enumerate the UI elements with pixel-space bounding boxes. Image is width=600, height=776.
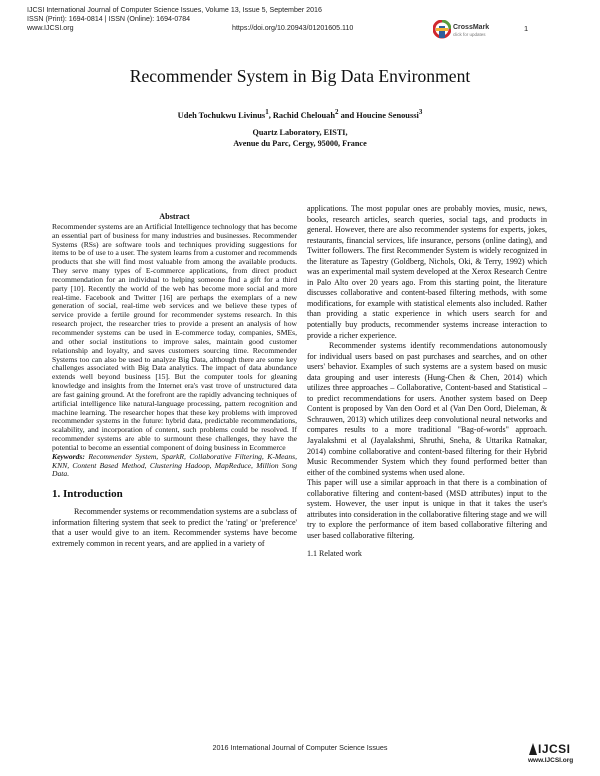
author-2: Rachid Chelouah (272, 110, 336, 120)
right-paragraph-1: applications. The most popular ones are probably movies, music, news, books, research articles, search queries, social tags, and products in general. However, there are also recommender systems for experts, jokes, restaurants, financial services, life insurance, persons (online dating), and Twitter followers. The first Recommender System is widely recognized in the literature as Tapestry (Goldberg, Nichols, Oki, & Terry, 1992) which was an experimental mail system developed at the Xerox Research Centre in Palo Alto over 20 years ago. From this starting point, the literature discusses collaborative and content-based filtering methods, with some modifications, for example with statistical elements also included. Rather than providing a static experience in which users search for and potentially buy products, recommender systems increase interaction to provide a richer experience. (307, 204, 547, 340)
abstract-text: Recommender systems are an Artificial Intelligence technology that has become an essential part of business for many industries and businesses. Recommender Systems (RSs) are software tools and techniques providing suggestions for items to be of use to a user. The system learns from a customer and recommends products that she will find most valuable from among the available products. They serve many types of E-commerce applications, from direct product recommendation for an individual to helping someone find a gift for a third party [10]. Recently the world of the web has become more social and more real-time. Facebook and Twitter [16] are perhaps the exemplars of a new generation of social, real-time web services and we believe these types of service provide a fertile ground for recommender systems research. In this research project, the researcher tries to provide a present an analysis of how recommender systems can be used in E-commerce today, companies, SMEs, and other social institutions to improve sales, maintain good customer relationship and loyalty, and saves customers sourcing time. Recommender Systems too can also be used to analyze Big Data, although there are some key challenges associated with Big Data analytics. The impact of data abundance extends well beyond business [15]. But the computer tools for gleaning knowledge and insights from the Internet era's vast trove of unstructured data are fast gaining ground. At the forefront are the rapidly advancing techniques of artificial intelligence like natural-language processing, pattern recognition and machine learning. The researcher hopes that these key problems with improved recommender systems in the future: hybrid data, predictable recommendations, scalability, and incorporation of content, such problems could be resolved. If recommender systems are able to surmount these challenges, they have the potential to become an essential component of doing business in Ecommerce (52, 221, 297, 452)
left-column (52, 213, 297, 550)
right-column (307, 204, 547, 559)
abstract-heading: Abstract (159, 212, 190, 221)
crossmark-label: CrossMark (453, 24, 490, 31)
author-3: Houcine Senoussi (356, 110, 419, 120)
right-paragraph-3: This paper will use a similar approach in that there is a combination of collaborative filtering and content-based (MSD attributes) input to the system. However, the user input is unique in that it takes the user's attributes into consideration in the collaborative filtering stage and we will try to explore the performance of item based collaborative filtering and user based collaborative filtering. (307, 478, 547, 540)
author-1: Udeh Tochukwu Livinus (177, 110, 266, 120)
keywords (52, 453, 297, 480)
affiliation-line-1: Quartz Laboratory, EISTI, (252, 128, 348, 137)
author-list (0, 108, 600, 120)
related-work-heading: 1.1 Related work (307, 548, 362, 558)
author-1-sup: 1 (265, 108, 269, 116)
introduction-section (52, 490, 297, 549)
paper-title: Recommender System in Big Data Environment (129, 66, 471, 86)
crossmark-sublabel: click for updates (453, 32, 486, 37)
ijcsi-logo-url: www.IJCSI.org (528, 757, 574, 764)
author-separator-1: , (268, 110, 273, 120)
doi-link[interactable]: https://doi.org/10.20943/01201605.110 (232, 24, 354, 33)
crossmark-icon (433, 20, 451, 40)
affiliation (0, 128, 600, 150)
keywords-label: Keywords: (52, 451, 85, 461)
introduction-heading: 1. Introduction (52, 488, 123, 501)
journal-line: IJCSI International Journal of Computer Science Issues, Volume 13, Issue 5, September 2016 (27, 6, 322, 14)
page-footer: 2016 International Journal of Computer Science Issues (212, 743, 388, 752)
author-separator-2: and (338, 110, 357, 120)
right-paragraph-2: Recommender systems identify recommendations autonomously for individual users based on past purchases and searches, and on other users' behavior. Examples of such systems are a system based on music data grouping and user interests (Hung-Chen & Chen, 2014) which utilizes three approaches – Collaborative, Content-based and Statistical – to predict recommendations for users. Another system based on Deep Content is proposed by Van den Oord et al (Van Den Oord, Dieleman, & Schrauwen, 2013) which utilizes deep convolutional neural networks and compares results to a more traditional "Bag-of-words" approach. Jayalakshmi et al (Jayalakshmi, Shruthi, Sneha, & Uttarika Ratnakar, 2014) combine collaborative and content-based filtering for their Hybrid Music Recommender System which they found performed better than either of the combined systems when used alone. (307, 341, 547, 477)
site-link[interactable]: www.IJCSI.org (27, 24, 74, 33)
ijcsi-logo[interactable] (528, 742, 580, 768)
keywords-list: Recommender System, SparkR, Collaborative Filtering, K-Means, KNN, Content Based Method, Clustering Hadoop, MapReduce, Million Song Data. (52, 451, 297, 479)
affiliation-line-2: Avenue du Parc, Cergy, 95000, France (233, 138, 367, 148)
issn-line: ISSN (Print): 1694-0814 | ISSN (Online): 1694-0784 (27, 15, 191, 24)
crossmark-badge[interactable] (433, 20, 503, 42)
author-2-sup: 2 (335, 108, 339, 116)
author-3-sup: 3 (418, 108, 423, 116)
page-number: 1 (524, 24, 529, 33)
introduction-paragraph: Recommender systems or recommendation systems are a subclass of information filtering system that seek to predict the 'rating' or 'preference' that a user would give to an item. Recommender systems have become extremely common in recent years, and are applied in a variety of (52, 507, 297, 548)
ijcsi-logo-word: IJCSI (538, 742, 571, 756)
ijcsi-logo-icon (528, 742, 538, 756)
